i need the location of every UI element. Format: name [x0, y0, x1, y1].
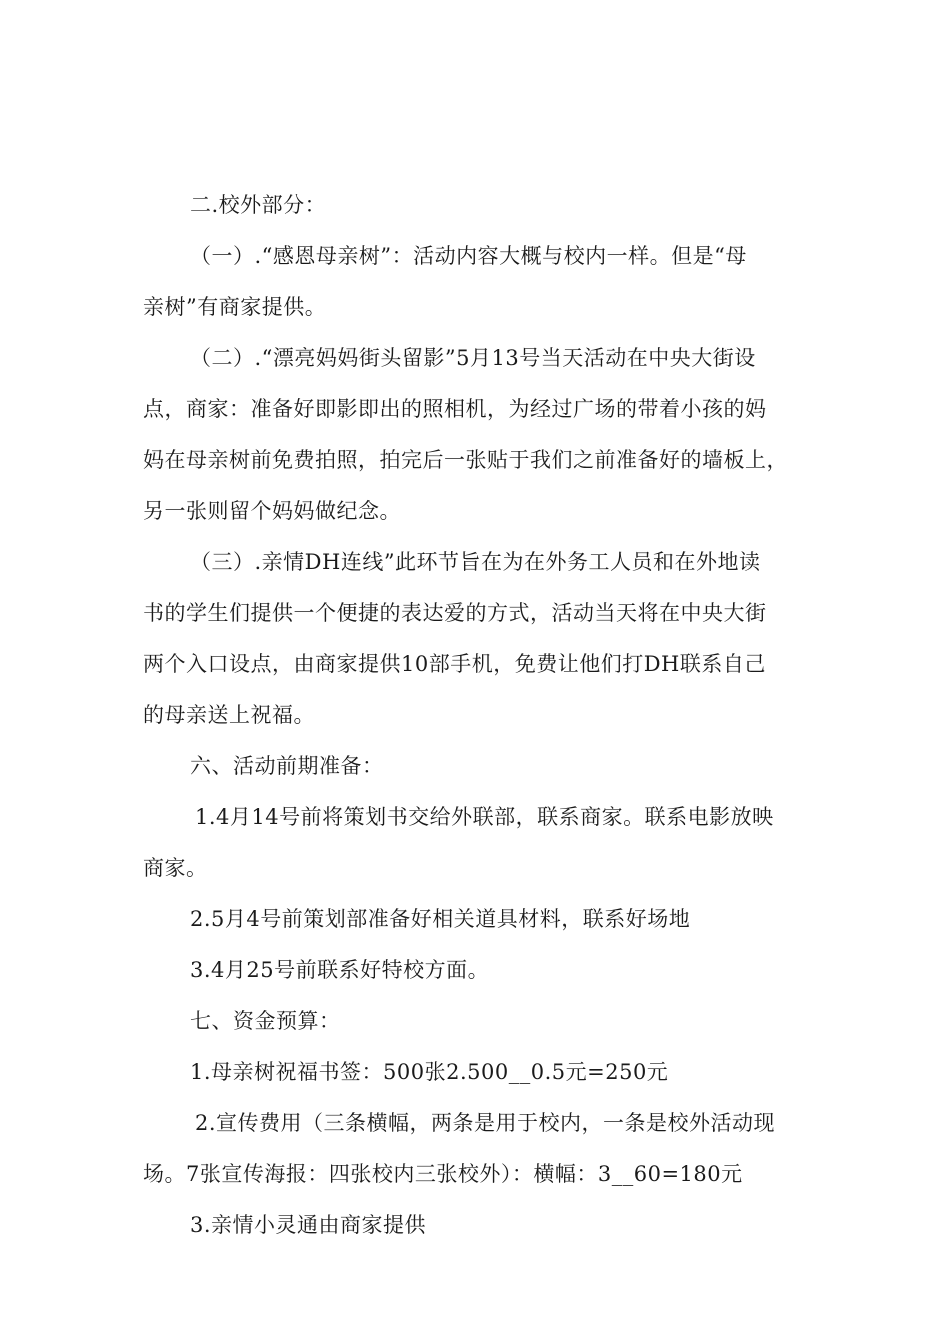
list-item: 1.母亲树祝福书签：500张2.500__0.5元=250元 — [190, 1060, 669, 1084]
list-item: 3.4月25号前联系好特校方面。 — [190, 958, 490, 982]
section-heading-off-campus: 二.校外部分： — [190, 193, 327, 217]
paragraph-line: 亲树”有商家提供。 — [143, 295, 327, 319]
paragraph-line: （二）.“漂亮妈妈街头留影”5月13号当天活动在中央大街设 — [190, 346, 756, 370]
paragraph-line: （三）.亲情DH连线”此环节旨在为在外务工人员和在外地读 — [190, 550, 761, 574]
paragraph-line: 妈在母亲树前免费拍照，拍完后一张贴于我们之前准备好的墙板上， — [143, 448, 788, 472]
paragraph-line: 另一张则留个妈妈做纪念。 — [143, 499, 401, 523]
paragraph-line: 的母亲送上祝福。 — [143, 703, 315, 727]
list-item: 3.亲情小灵通由商家提供 — [190, 1213, 427, 1237]
list-item-continuation: 场。7张宣传海报：四张校内三张校外）：横幅：3__60=180元 — [143, 1162, 743, 1186]
section-heading-preparation: 六、活动前期准备： — [190, 754, 384, 778]
list-item: 2.5月4号前策划部准备好相关道具材料，联系好场地 — [190, 907, 691, 931]
paragraph-line: 两个入口设点，由商家提供10部手机，免费让他们打DH联系自己 — [143, 652, 766, 676]
document-body — [143, 180, 813, 1251]
paragraph-line: 书的学生们提供一个便捷的表达爱的方式，活动当天将在中央大街 — [143, 601, 767, 625]
paragraph-line: （一）.“感恩母亲树”：活动内容大概与校内一样。但是“母 — [190, 244, 747, 268]
list-item: 1.4月14号前将策划书交给外联部，联系商家。联系电影放映 — [195, 805, 774, 829]
list-item-continuation: 商家。 — [143, 856, 208, 880]
section-heading-budget: 七、资金预算： — [190, 1009, 341, 1033]
list-item: 2.宣传费用（三条横幅，两条是用于校内，一条是校外活动现 — [195, 1111, 776, 1135]
paragraph-line: 点，商家：准备好即影即出的照相机，为经过广场的带着小孩的妈 — [143, 397, 767, 421]
